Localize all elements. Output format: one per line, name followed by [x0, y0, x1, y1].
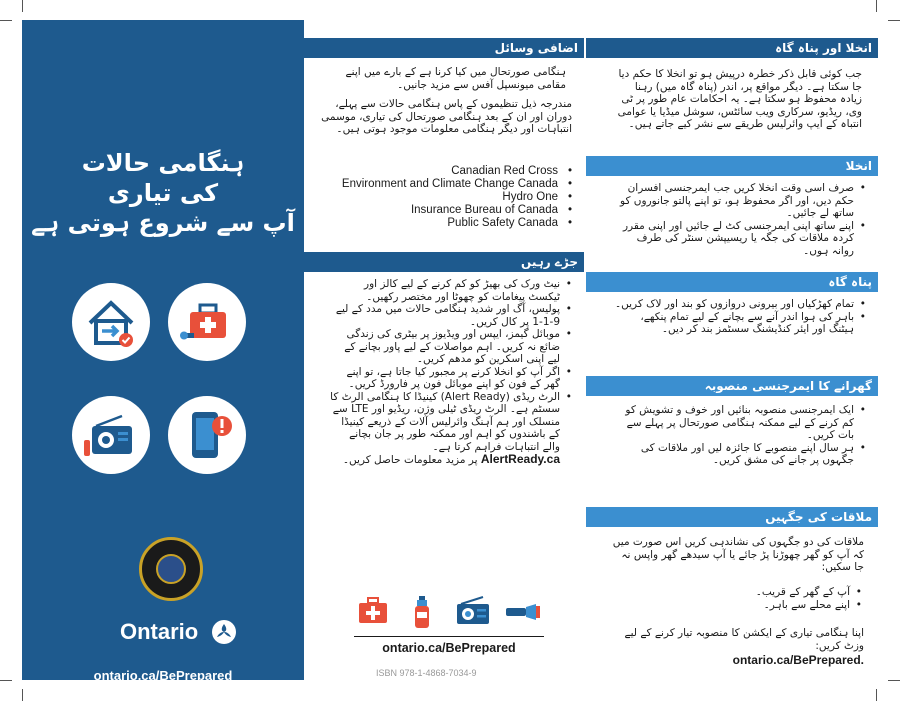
crop-mark	[22, 689, 23, 701]
meeting-places-text: ملاقات کی دو جگہوں کی نشاندہی کریں اس صورت میں کہ آپ کو گھر چھوڑنا پڑ جائے یا آپ سیدھے گھر واپس نہ جا سکیں:	[612, 536, 864, 573]
mobile-alert-icon	[168, 396, 246, 474]
connected-item: • پولیس، آگ اور شدید ہنگامی حالات میں مدد کے لیے 9-1-1 پر کال کریں۔	[330, 303, 574, 328]
radio-icon	[72, 396, 150, 474]
resources-heading: اضافی وسائل	[304, 38, 584, 58]
emergency-management-seal-logo	[139, 537, 203, 601]
crop-mark	[876, 689, 877, 701]
fire-extinguisher-icon	[412, 596, 432, 634]
household-plan-item: • ہر سال اپنے منصوبے کا جائزہ لیں اور ملاقات کی جگہوں پر جانے کی مشق کریں۔	[612, 442, 868, 467]
meeting-place-item: • اپنے محلے سے باہر۔	[700, 599, 864, 612]
cover-title-line: کی تیاری	[107, 179, 219, 207]
connected-heading: جڑے رہیں	[304, 252, 584, 272]
first-aid-kit-icon	[168, 283, 246, 361]
connected-item: • الرٹ ریڈی (Alert Ready) کینیڈا کا ہنگامی الرٹ کا سسٹم ہے۔ الرٹ ریڈی ٹیلی وژن، ریڈیو اور LTE سے منسلک اور ہم آہنگ وائرلیس آلات کے ذریعے کینیڈا کے باشندوں کو اہم اور ممکنہ طور پر جان بچانے والے انتباہات فراہم کرتا ہے۔	[330, 391, 574, 454]
ontario-logo-wordmark: Ontario	[120, 619, 199, 644]
household-plan-item: • ایک ایمرجنسی منصوبہ بنائیں اور خوف و تشویش کو کم کرنے کے لیے ممکنہ ہنگامی صورتحال پر پہلے سے بات کریں۔	[612, 404, 868, 442]
resources-org-list	[318, 165, 574, 230]
flashlight-icon	[506, 604, 542, 624]
org-item: Canadian Red Cross •	[318, 165, 574, 178]
resources-orgs-intro: مندرجہ ذیل تنظیموں کے پاس ہنگامی حالات سے پہلے، دوران اور ان کے بعد ہنگامی صورتحال کی تیاری، موسمی انتباہات اور دیگر ہنگامی معلومات موجود ہوتی ہیں۔	[321, 98, 572, 135]
bottom-url[interactable]: ontario.ca/BePrepared	[354, 636, 544, 655]
evacuation-item: • صرف اسی وقت انخلا کریں جب ایمرجنسی افسران حکم دیں، اور اگر محفوظ ہو، تو اپنے پالتو جانوروں کو ساتھ لے جائیں۔	[612, 182, 868, 220]
org-item: Environment and Climate Change Canada •	[318, 178, 574, 191]
evacuation-item: • اپنے ساتھ اپنی ایمرجنسی کٹ لے جائیں اور اپنی مقرر کردہ ملاقات کی جگہ یا ریسیپشن سنٹر کی طرف روانہ ہوں۔	[612, 220, 868, 258]
alert-ready-link[interactable]: AlertReady.ca	[480, 452, 560, 466]
meeting-places-heading: ملاقات کی جگہیں	[586, 507, 878, 527]
connected-item: • نیٹ ورک کی بھیڑ کو کم کرنے کے لیے کالز اور ٹیکسٹ پیغامات کو چھوٹا اور مختصر رکھیں۔	[330, 278, 574, 303]
org-item: Public Safety Canada •	[318, 217, 574, 230]
crop-mark	[888, 680, 900, 681]
meeting-plan-url[interactable]: ontario.ca/BePrepared.	[732, 653, 864, 667]
shelter-item: • تمام کھڑکیاں اور بیرونی دروازوں کو بند اور لاک کریں۔	[612, 298, 868, 311]
radio-icon	[455, 596, 491, 630]
connected-item: • اگر آپ کو انخلا کرنے پر مجبور کیا جاتا ہے، تو اپنے گھر کے فون کو اپنے موبائل فون پر فارورڈ کریں۔	[330, 366, 574, 391]
crop-mark	[0, 680, 12, 681]
cover-title	[22, 148, 304, 238]
household-plan-list	[612, 404, 868, 467]
household-plan-heading: گھرانے کا ایمرجنسی منصوبہ	[586, 376, 878, 396]
first-aid-kit-icon	[357, 596, 389, 630]
shelter-item: • باہر کی ہوا اندر آنے سے بچانے کے لیے تمام پنکھے، ہیٹنگ اور ایئر کنڈیشنگ سسٹمز بند کر دیں۔	[612, 311, 868, 336]
crop-mark	[876, 0, 877, 12]
evac-shelter-heading: انخلا اور پناہ گاہ	[586, 38, 878, 58]
seal-emblem	[156, 554, 186, 584]
shelter-heading: پناہ گاہ	[586, 272, 878, 292]
meeting-place-item: • آپ کے گھر کے قریب۔	[700, 586, 864, 599]
crop-mark	[22, 0, 23, 12]
cover-panel	[22, 20, 304, 683]
cover-title-line: ہنگامی حالات	[81, 149, 245, 177]
evacuation-list	[612, 182, 868, 257]
connected-item: • موبائل گیمز، ایپس اور ویڈیوز پر بیٹری کی زندگی ضائع نہ کریں۔ اہم مواصلات کے لیے پاور بچانے کے لیے اپنی اسکرین کو مدھم کریں۔	[330, 328, 574, 366]
org-item: Insurance Bureau of Canada •	[318, 204, 574, 217]
evacuation-heading: انخلا	[586, 156, 878, 176]
meeting-places-list	[700, 586, 864, 611]
meeting-plan-text: اپنا ہنگامی تیاری کے ایکشن کا منصوبہ تیار کرنے کے لیے وزٹ کریں:	[624, 627, 864, 652]
crop-mark	[0, 20, 12, 21]
trillium-logo-icon	[212, 620, 236, 644]
crop-mark	[888, 20, 900, 21]
house-evacuation-icon	[72, 283, 150, 361]
alert-ready-text: پر مزید معلومات حاصل کریں۔	[342, 454, 478, 466]
connected-list	[330, 278, 574, 467]
isbn: ISBN 978-1-4868-7034-9	[376, 668, 477, 678]
cover-url[interactable]: ontario.ca/BePrepared	[93, 668, 233, 683]
shelter-list	[612, 298, 868, 336]
evac-shelter-text: جب کوئی قابل ذکر خطرہ درپیش ہو تو انخلا کا حکم دیا جا سکتا ہے۔ دیگر مواقع پر، اندر (پناہ گاہ میں) رہنا زیادہ محفوظ ہو سکتا ہے۔ یہ احکامات عام طور پر ٹی وی، ریڈیو، سرکاری ویب سائٹس، سوشل میڈیا یا عوامی انتباہ کے ایپ وائرلیس طریقے سے نشر کیے جاتے ہیں۔	[617, 68, 862, 130]
org-item: Hydro One •	[318, 191, 574, 204]
cover-title-line: آپ سے شروع ہوتی ہے	[31, 209, 295, 237]
resources-intro: ہنگامی صورتحال میں کیا کرنا ہے کے بارے میں اپنے مقامی میونسپل آفس سے مزید جانیں۔	[345, 66, 566, 91]
